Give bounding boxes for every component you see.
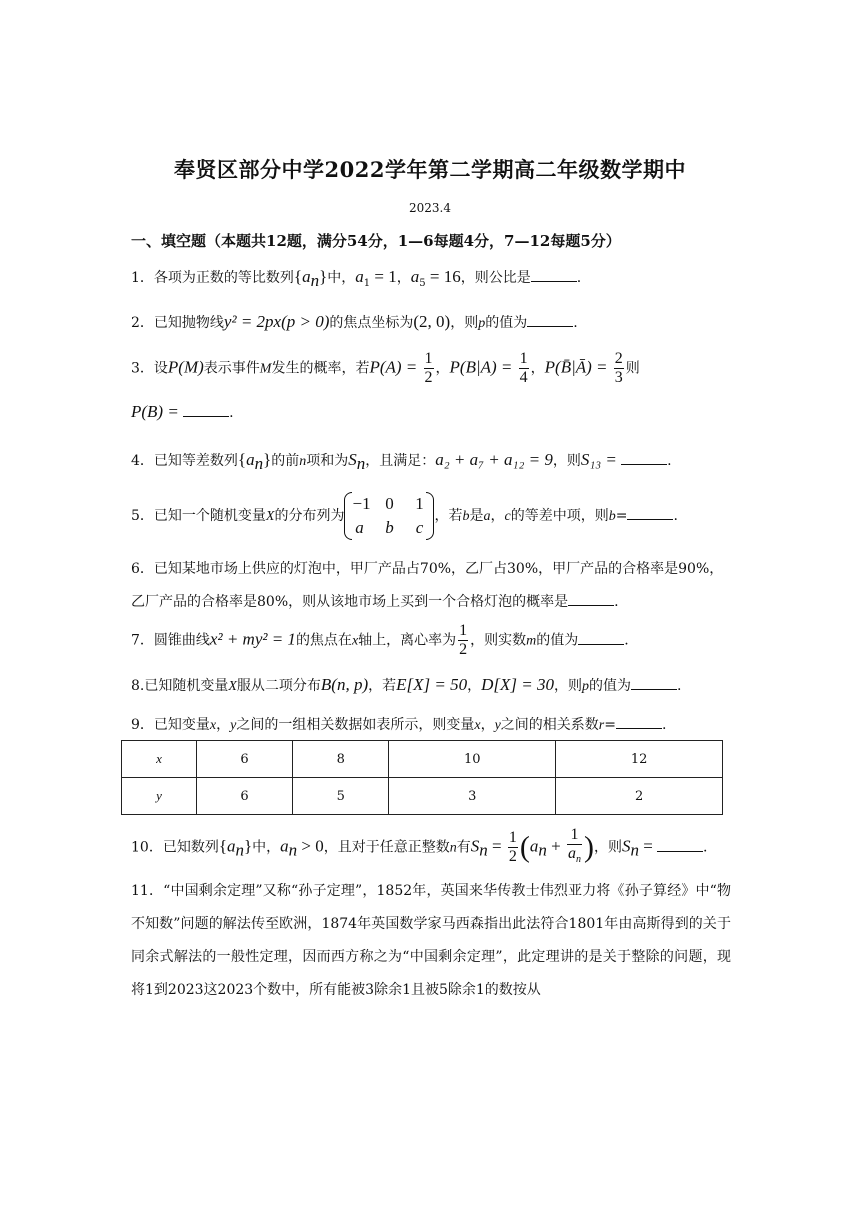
q8-text: ， xyxy=(467,678,482,694)
var-b: b xyxy=(462,509,470,524)
q1-text: 中， xyxy=(327,270,356,286)
prob-pbbar: P(B̄|Ā) = xyxy=(544,357,612,377)
var-x: x xyxy=(351,633,359,649)
answer-blank[interactable] xyxy=(531,267,577,282)
eq-one: = 1 xyxy=(370,267,397,286)
q4-text: . xyxy=(667,453,672,469)
var-x: X xyxy=(265,509,275,524)
var-p: p xyxy=(478,316,486,331)
expectation: E[X] = 50 xyxy=(396,675,468,694)
q2-text: ，则 xyxy=(450,315,479,331)
q7-text: . xyxy=(624,632,629,649)
q2-text: 的值为 xyxy=(485,315,528,331)
q5-text: . xyxy=(673,508,678,524)
sub-n: n xyxy=(288,840,298,860)
q9-text: ， xyxy=(480,717,495,733)
matrix-cell: b xyxy=(385,518,394,537)
sum-s: S xyxy=(470,836,480,856)
sum-condition: a₂ + a₇ + a₁₂ = 9 xyxy=(435,450,553,469)
equals: = xyxy=(638,836,658,856)
q1-text: 1．各项为正数的等比数列 xyxy=(131,270,294,286)
q5-text: ， xyxy=(490,508,505,524)
table-row-label: x xyxy=(122,741,197,778)
sub-n: n xyxy=(630,840,639,860)
q3-text: 则 xyxy=(625,360,640,377)
var-m: M xyxy=(259,361,272,377)
answer-blank[interactable] xyxy=(657,837,703,852)
q4-text: ，则 xyxy=(552,453,581,469)
q5-text: 是 xyxy=(469,508,484,524)
matrix-cell: 0 xyxy=(385,494,394,513)
prob-pba: P(B|A) = xyxy=(449,357,517,377)
seq-a: a xyxy=(246,450,255,469)
q8-text: ，则 xyxy=(554,678,582,694)
question-8 xyxy=(131,675,681,695)
q7-text: 的值为 xyxy=(536,632,579,649)
q3-text: . xyxy=(229,405,234,421)
q10-text: 中， xyxy=(252,839,281,856)
q3-text: 发生的概率，若 xyxy=(271,360,370,377)
prob-pa: P(A) = xyxy=(369,357,422,377)
q2-text: 2．已知抛物线 xyxy=(131,315,224,331)
binomial: B(n, p) xyxy=(320,675,369,694)
variance: D[X] = 30 xyxy=(481,675,554,694)
table-cell: 10 xyxy=(389,741,556,778)
question-6-line1: 6．已知某地市场上供应的灯泡中，甲厂产品占70%，乙厂占30%，甲厂产品的合格率是90%， xyxy=(131,561,724,577)
var-b: b xyxy=(608,509,616,524)
q1-text: . xyxy=(576,270,582,286)
q9-text: ， xyxy=(216,717,231,733)
fraction-quarter: $\frac{1}{4}$ xyxy=(519,350,528,386)
fraction-half: $\frac{1}{2}$ xyxy=(508,829,517,866)
q1-text: ， xyxy=(396,270,411,286)
q5-text: 的等差中项，则 xyxy=(510,508,609,524)
sum-s: S xyxy=(348,450,357,469)
matrix-row-probs xyxy=(352,516,426,540)
var-c: c xyxy=(504,509,511,524)
question-5 xyxy=(131,492,678,540)
table-cell: 8 xyxy=(293,741,389,778)
a5: a xyxy=(410,267,420,286)
var-y: y xyxy=(230,718,237,733)
question-7 xyxy=(131,622,629,659)
var-p: p xyxy=(582,679,589,694)
fraction-reciprocal: $\frac{1}{a_n}$ xyxy=(567,826,581,866)
q10-text: . xyxy=(703,839,708,856)
sum-s: S xyxy=(621,836,631,856)
q2-text: 的焦点坐标为 xyxy=(329,315,414,331)
q6-text: . xyxy=(614,594,619,610)
q10-text: 10．已知数列 xyxy=(131,839,219,856)
q5-text: = xyxy=(615,508,628,524)
var-y: y xyxy=(494,718,501,733)
table-cell: 5 xyxy=(293,778,389,815)
q10-text: ，且对于任意正整数 xyxy=(323,839,450,856)
prob-pm: P(M) xyxy=(167,357,204,377)
a-n: a xyxy=(529,836,539,856)
matrix-row-values xyxy=(352,492,426,516)
fraction-two-thirds: $\frac{2}{3}$ xyxy=(614,350,623,386)
a-n: a xyxy=(280,836,289,856)
q9-text: 9．已知变量 xyxy=(131,717,210,733)
q8-text: ，若 xyxy=(368,678,397,694)
answer-blank[interactable] xyxy=(627,505,673,520)
q1-text: ，则公比是 xyxy=(460,270,531,286)
q10-text: 有 xyxy=(456,839,471,856)
question-3 xyxy=(131,350,640,387)
q3-text: 3．设 xyxy=(131,360,168,377)
matrix-cell: 1 xyxy=(415,494,424,513)
section-heading: 一、填空题（本题共12题，满分54分，1—6每题4分，7—12每题5分） xyxy=(131,232,621,250)
var-a: a xyxy=(483,509,491,524)
matrix-cell: −1 xyxy=(352,494,371,513)
data-table xyxy=(121,740,723,815)
var-n: n xyxy=(299,454,307,469)
answer-blank[interactable] xyxy=(621,450,667,465)
q9-text: = xyxy=(604,717,616,733)
var-n: n xyxy=(449,840,457,856)
distribution-matrix xyxy=(344,492,434,540)
var-x: X xyxy=(228,679,237,694)
q7-text: 轴上，离心率为 xyxy=(358,632,457,649)
q8-text: 8.已知随机变量 xyxy=(131,678,229,694)
q3-text: ， xyxy=(435,360,450,377)
eq-sixteen: = 16 xyxy=(425,267,461,286)
q9-text: . xyxy=(661,717,667,733)
answer-blank[interactable] xyxy=(631,675,677,690)
conic-eq: x² + my² = 1 xyxy=(209,629,296,649)
a1: a xyxy=(355,267,364,286)
seq-a: a xyxy=(302,267,311,286)
question-10: 10．已知数列$\{a_n\}$中，$a_n > 0$，且对于任意正整数n有$S_n$ = $\frac{1}{2}$ ($a_n$ + $\frac{1}{a_n}$ )，则$S_n$ = . xyxy=(131,826,708,869)
table-cell: 3 xyxy=(389,778,556,815)
table-cell: 12 xyxy=(556,741,723,778)
sub-n: n xyxy=(538,840,547,860)
var-x: x xyxy=(474,718,481,733)
sub-n: n xyxy=(235,840,244,860)
answer-blank[interactable] xyxy=(616,714,662,729)
q10-text: ，则 xyxy=(593,839,622,856)
q4-text: ，且满足： xyxy=(365,453,436,469)
focus-point: (2, 0) xyxy=(413,312,451,331)
matrix-cell: c xyxy=(415,518,424,537)
q8-text: 的值为 xyxy=(589,678,631,694)
q7-text: ，则实数 xyxy=(470,632,527,649)
answer-blank[interactable] xyxy=(568,591,614,606)
q4-text: 项和为 xyxy=(306,453,349,469)
question-4: 4．已知等差数列$\{a_n\}$的前n项和为$S_n$，且满足：a₂ + a₇ + a₁₂ = 9，则S₁₃ = . xyxy=(131,450,672,473)
q5-text: 的分布列为 xyxy=(274,508,345,524)
question-2 xyxy=(131,312,578,332)
matrix-cell: a xyxy=(355,518,364,537)
sub-n: n xyxy=(356,453,366,473)
q9-text: 之间的一组相关数据如表所示，则变量 xyxy=(236,717,475,733)
question-6-line2 xyxy=(131,591,619,611)
table-row-label: y xyxy=(122,778,197,815)
table-row xyxy=(122,778,723,815)
seq-a: a xyxy=(227,836,236,856)
table-row xyxy=(122,741,723,778)
var-r: r xyxy=(598,718,605,733)
sub-n: n xyxy=(310,270,320,290)
q8-text: . xyxy=(677,678,682,694)
q5-text: 5．已知一个随机变量 xyxy=(131,508,266,524)
q2-text: . xyxy=(573,315,578,331)
q4-text: 4．已知等差数列 xyxy=(131,453,238,469)
answer-blank[interactable] xyxy=(578,630,624,645)
gt-zero: > 0 xyxy=(297,836,324,856)
q5-text: ，若 xyxy=(434,508,463,524)
table-cell: 2 xyxy=(556,778,723,815)
q8-text: 服从二项分布 xyxy=(236,678,321,694)
q6-text: 乙厂产品的合格率是80%，则从该地市场上买到一个合格灯泡的概率是 xyxy=(131,594,569,610)
p-condition: (p > 0) xyxy=(281,312,330,331)
question-1: 1．各项为正数的等比数列$\{a_n\}$中，$a_1 = 1$，$a_5 = 16$，则公比是 . xyxy=(131,267,582,290)
question-3-cont xyxy=(131,402,234,422)
answer-blank[interactable] xyxy=(183,402,229,417)
q3-text: ， xyxy=(530,360,545,377)
q3-text: 表示事件 xyxy=(203,360,260,377)
q9-text: 之间的相关系数 xyxy=(500,717,599,733)
sub-n: n xyxy=(254,453,264,473)
question-9 xyxy=(131,714,666,734)
q4-text: 的前 xyxy=(271,453,300,469)
var-x: x xyxy=(209,718,217,733)
prob-pb: P(B) = xyxy=(131,402,184,421)
q7-text: 7．圆锥曲线 xyxy=(131,632,210,649)
answer-blank[interactable] xyxy=(527,312,573,327)
equals: = xyxy=(487,836,506,856)
fraction-half: $\frac{1}{2}$ xyxy=(424,350,433,386)
table-cell: 6 xyxy=(196,741,292,778)
fraction-half: $\frac{1}{2}$ xyxy=(459,622,468,658)
sub-n: n xyxy=(479,840,488,860)
exam-date: 2023.4 xyxy=(409,201,451,215)
question-11: 11．“中国剩余定理”又称“孙子定理”，1852年，英国来华传教士伟烈亚力将《孙子算经》中“物不知数”问题的解法传至欧洲，1874年英国数学家马西森指出此法符合1801年由高斯得到的关于同余式解法的一般性定理，因而西方称之为“中国剩余定理”，此定理讲的是关于整除的问题，现将1到2023这2023个数中，所有能被3除余1且被5除余1的数按从 xyxy=(131,883,731,998)
page-title: 奉贤区部分中学2022学年第二学期高二年级数学期中 xyxy=(174,157,686,182)
table-cell: 6 xyxy=(196,778,292,815)
s13: S₁₃ = xyxy=(580,450,622,469)
parabola-eq: y² = 2px xyxy=(223,312,282,331)
q7-text: 的焦点在 xyxy=(295,632,352,649)
var-m: m xyxy=(526,633,537,649)
